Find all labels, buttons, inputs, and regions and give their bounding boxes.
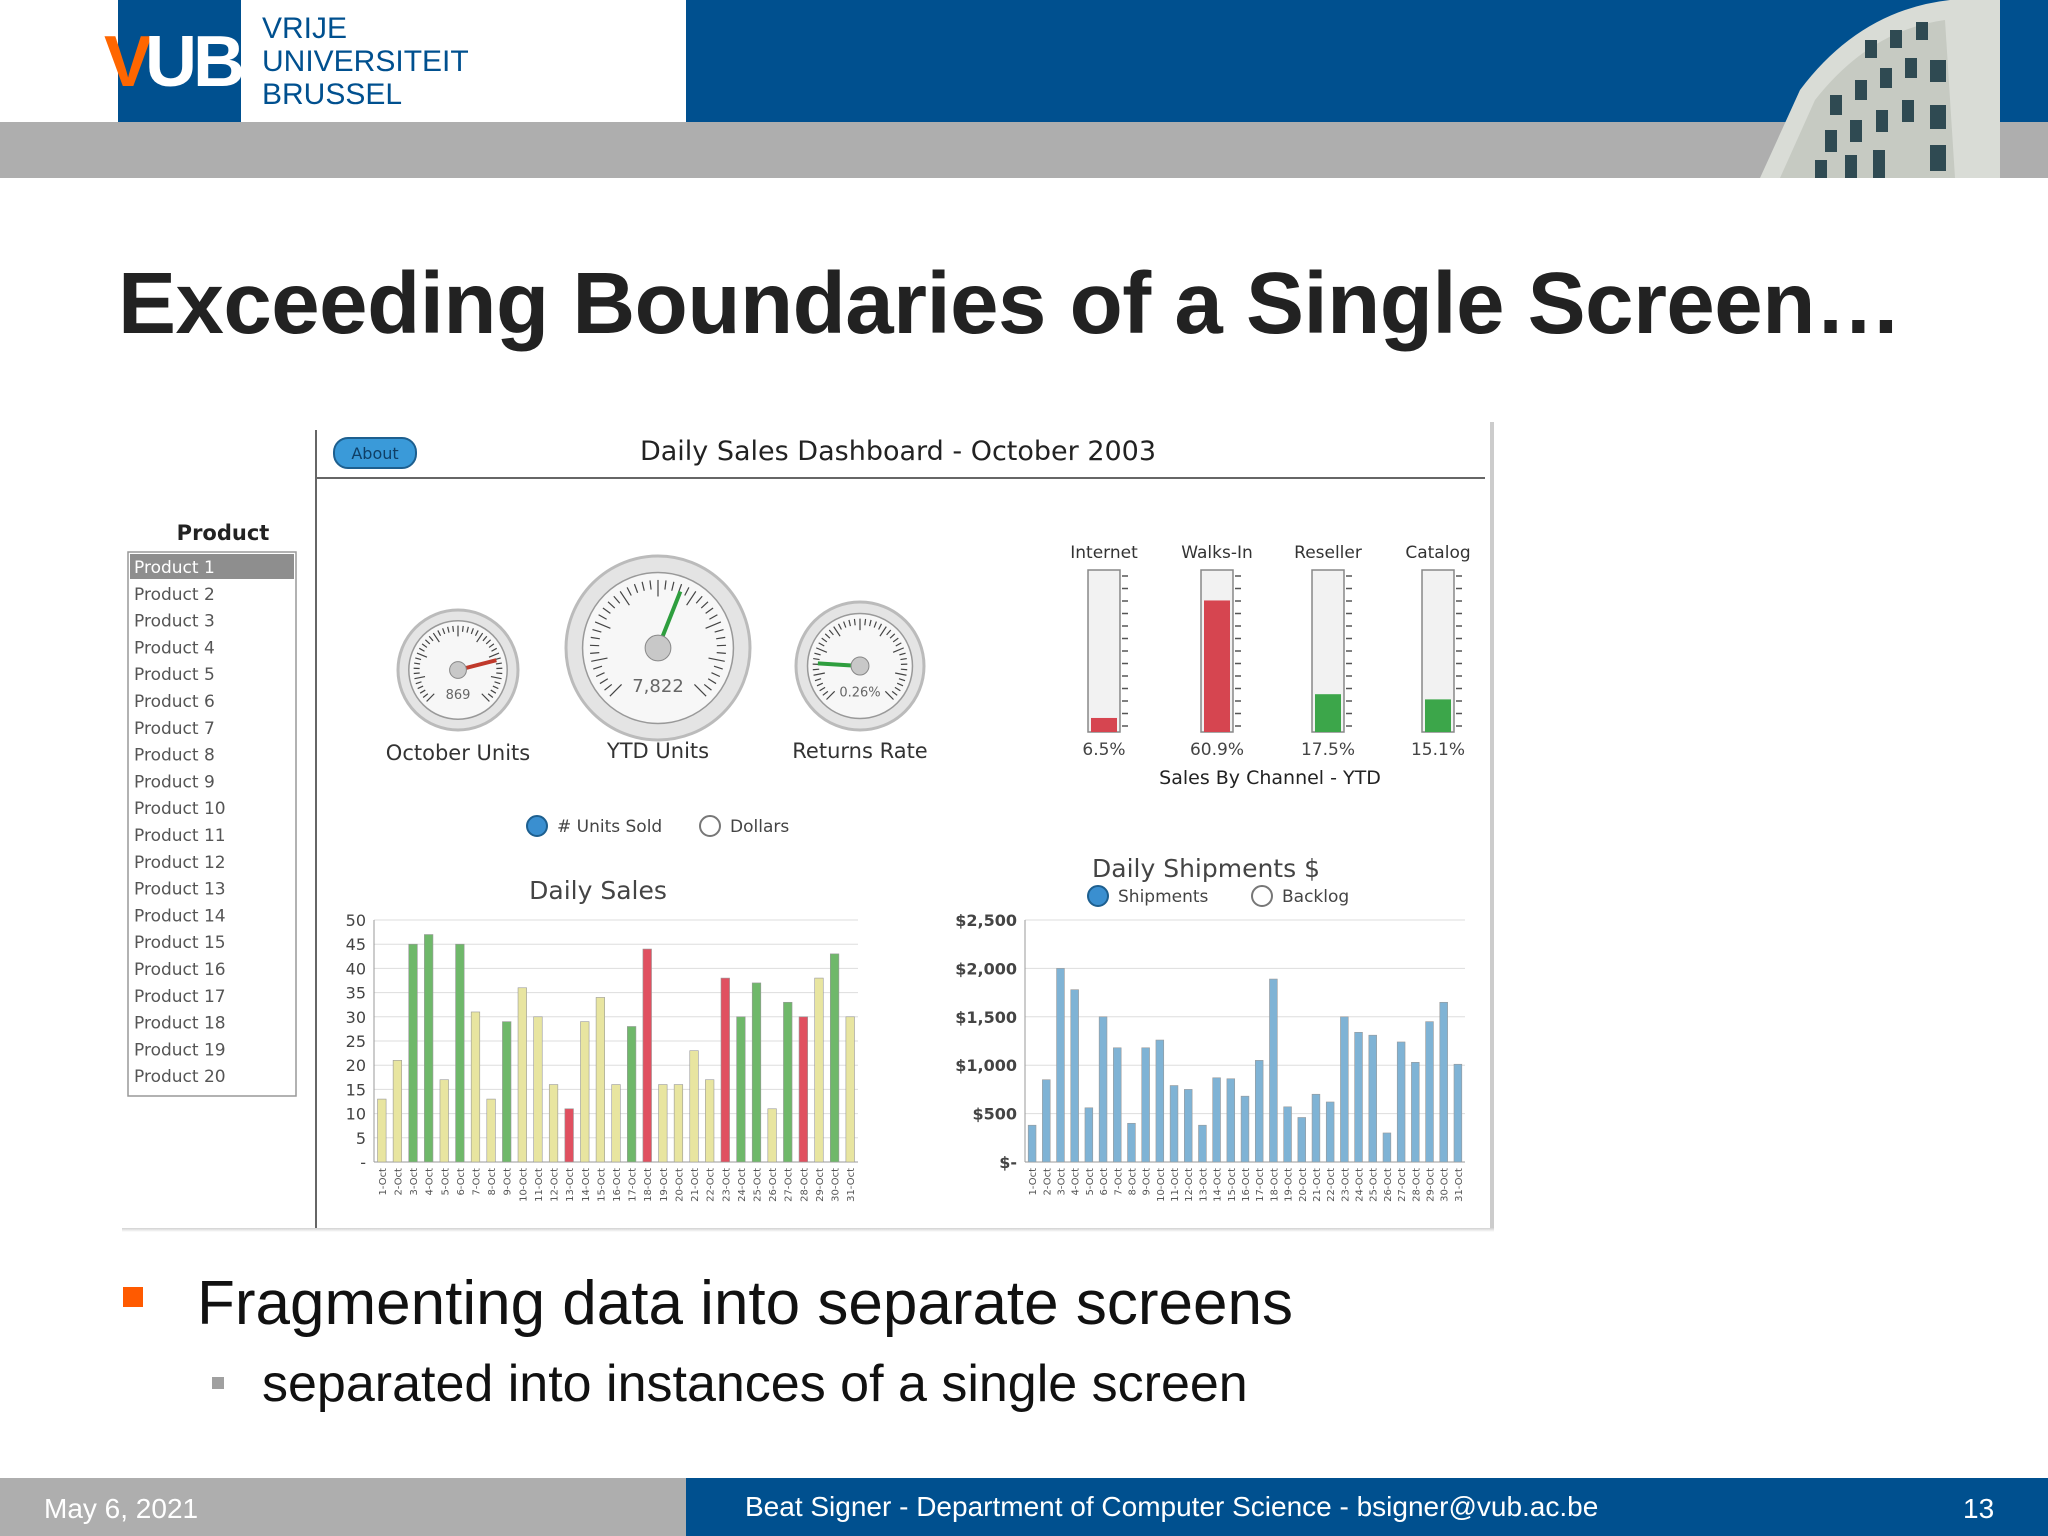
bar: [1411, 1062, 1419, 1162]
x-tick-label: 3-Oct: [1056, 1168, 1068, 1196]
x-tick-label: 30-Oct: [1439, 1168, 1451, 1202]
bar: [1113, 1048, 1121, 1162]
radio-backlog-label: Backlog: [1282, 887, 1350, 907]
bar: [502, 1022, 511, 1162]
chart-title: Daily Shipments $: [1092, 854, 1320, 883]
bar: [1397, 1042, 1405, 1162]
bar: [409, 944, 418, 1162]
product-item-label: Product 17: [134, 986, 226, 1007]
product-item[interactable]: [134, 880, 226, 900]
gauge-label: Returns Rate: [792, 739, 928, 763]
x-tick-label: 13-Oct: [565, 1168, 577, 1202]
bar: [846, 1017, 855, 1162]
gauge-tick: [463, 626, 464, 632]
x-tick-label: 26-Oct: [1382, 1168, 1394, 1202]
about-button[interactable]: [334, 438, 416, 468]
x-tick-label: 16-Oct: [612, 1168, 623, 1202]
product-item[interactable]: [134, 799, 226, 819]
bar: [1156, 1040, 1164, 1162]
product-item[interactable]: [134, 585, 215, 605]
x-tick-label: 7-Oct: [471, 1168, 483, 1196]
x-tick-label: 25-Oct: [752, 1168, 764, 1202]
slide-title: Exceeding Boundaries of a Single Screen…: [118, 255, 1902, 352]
product-item-label: Product 7: [134, 718, 215, 739]
bar: [705, 1080, 714, 1162]
product-item[interactable]: [134, 1040, 226, 1060]
bar: [393, 1060, 402, 1162]
footer-date: May 6, 2021: [44, 1493, 199, 1524]
channel-name: Catalog: [1405, 543, 1471, 563]
bar: [721, 978, 730, 1162]
bar: [1269, 979, 1277, 1162]
y-tick-label: 35: [345, 983, 366, 1003]
gauge-value: 869: [445, 687, 471, 703]
x-tick-label: 22-Oct: [705, 1168, 717, 1202]
x-tick-label: 15-Oct: [596, 1168, 608, 1202]
logo-mark-ub: UB: [145, 22, 241, 102]
y-tick-label: 5: [355, 1128, 366, 1148]
x-tick-label: 10-Oct: [1155, 1168, 1167, 1202]
gauge-tick: [453, 626, 454, 632]
channel-tube: [1088, 570, 1120, 732]
bar: [1241, 1096, 1249, 1162]
bar: [1184, 1089, 1192, 1162]
bar: [518, 988, 527, 1162]
x-tick-label: 27-Oct: [1397, 1168, 1409, 1202]
x-tick-label: 24-Oct: [1354, 1168, 1366, 1202]
product-item-label: Product 20: [134, 1067, 226, 1088]
x-tick-label: 11-Oct: [533, 1168, 545, 1202]
product-item[interactable]: [130, 554, 294, 579]
y-tick-label: 45: [345, 935, 366, 955]
bar: [1369, 1035, 1377, 1162]
x-tick-label: 4-Oct: [1070, 1168, 1082, 1196]
logo-mark-v: V: [104, 22, 147, 102]
x-tick-label: 3-Oct: [409, 1168, 421, 1196]
bar: [830, 954, 839, 1162]
x-tick-label: 12-Oct: [1184, 1168, 1196, 1202]
page-number: 13: [1963, 1493, 1995, 1524]
bar: [1213, 1078, 1221, 1162]
product-item-label: Product 5: [134, 665, 215, 686]
gauge-tick: [717, 653, 726, 654]
bar: [1042, 1080, 1050, 1162]
bar: [456, 944, 465, 1162]
radio-shipments[interactable]: [1088, 886, 1209, 907]
product-item-label: Product 2: [134, 584, 215, 605]
x-tick-label: 10-Oct: [518, 1168, 530, 1202]
x-tick-label: 23-Oct: [721, 1168, 733, 1202]
radio-shipments-label: Shipments: [1118, 887, 1209, 907]
x-tick-label: 8-Oct: [487, 1168, 499, 1196]
y-tick-label: 25: [345, 1032, 366, 1051]
x-tick-label: 4-Oct: [424, 1168, 436, 1196]
daily-shipments-chart: [955, 854, 1465, 1202]
x-tick-label: 28-Oct: [799, 1168, 811, 1202]
product-item[interactable]: [134, 746, 215, 766]
product-item-label: Product 1: [134, 558, 215, 578]
channels-title: Sales By Channel - YTD: [1159, 767, 1381, 789]
x-tick-label: 25-Oct: [1368, 1168, 1380, 1202]
university-name-line-2: UNIVERSITEIT: [262, 45, 469, 78]
channel-value: 60.9%: [1189, 740, 1245, 760]
product-item-label: Product 14: [134, 906, 226, 927]
x-tick-label: 19-Oct: [1283, 1168, 1295, 1202]
dashboard-screenshot: [120, 422, 1495, 1228]
bar: [1326, 1102, 1334, 1162]
x-tick-label: 6-Oct: [455, 1168, 467, 1196]
x-tick-label: 11-Oct: [1170, 1168, 1182, 1202]
x-tick-label: 9-Oct: [502, 1168, 514, 1196]
bar: [674, 1085, 683, 1162]
channel-fill: [1091, 718, 1117, 732]
bar: [1199, 1125, 1207, 1162]
bar: [627, 1026, 636, 1162]
x-tick-label: 16-Oct: [1241, 1168, 1252, 1202]
bar: [783, 1002, 792, 1162]
bar: [1426, 1022, 1434, 1162]
daily-sales-chart: [346, 876, 858, 1202]
y-tick-label: $2,000: [955, 959, 1017, 979]
bar: [768, 1109, 777, 1162]
gauge: [792, 602, 927, 763]
y-tick-label: 10: [345, 1104, 366, 1124]
bar: [1355, 1032, 1363, 1162]
y-tick-label: $-: [999, 1153, 1017, 1172]
bar: [534, 1017, 543, 1162]
channel-name: Internet: [1070, 543, 1138, 563]
y-tick-label: 15: [345, 1080, 366, 1100]
bar: [1099, 1017, 1107, 1162]
x-tick-label: 17-Oct: [627, 1168, 639, 1202]
product-item-label: Product 16: [134, 960, 226, 980]
x-tick-label: 6-Oct: [1099, 1168, 1111, 1196]
channel-value: 15.1%: [1410, 740, 1466, 760]
product-item-label: Product 13: [134, 879, 226, 900]
product-item-label: Product 12: [134, 852, 226, 873]
x-tick-label: 29-Oct: [1425, 1168, 1437, 1202]
x-tick-label: 17-Oct: [1255, 1168, 1267, 1202]
gauge-tick: [854, 619, 855, 625]
bar: [1057, 968, 1065, 1162]
channel-value: 6.5%: [1082, 740, 1126, 760]
gauge-tick: [865, 619, 866, 625]
x-tick-label: 31-Oct: [846, 1168, 858, 1202]
x-tick-label: 21-Oct: [690, 1168, 702, 1202]
gauge-tick: [901, 669, 907, 670]
bar: [549, 1085, 558, 1162]
product-item-label: Product 6: [134, 692, 215, 712]
product-item[interactable]: [134, 719, 215, 739]
x-tick-label: 8-Oct: [1127, 1168, 1139, 1196]
y-tick-label: 50: [345, 911, 366, 930]
channel-gauge: [1070, 543, 1138, 760]
footer-author: Beat Signer - Department of Computer Science - bsigner@vub.ac.be: [745, 1491, 1599, 1522]
product-item[interactable]: [134, 692, 215, 712]
bar: [1454, 1064, 1462, 1162]
bar: [565, 1109, 574, 1162]
product-item[interactable]: [134, 665, 215, 685]
channel-fill: [1204, 600, 1230, 732]
x-tick-label: 13-Oct: [1198, 1168, 1210, 1202]
x-tick-label: 5-Oct: [440, 1168, 452, 1196]
product-item[interactable]: [134, 933, 226, 953]
bar: [1085, 1108, 1093, 1162]
channel-name: Reseller: [1294, 543, 1362, 563]
product-item-label: Product 8: [134, 745, 215, 766]
product-item-label: Product 18: [134, 1013, 226, 1034]
product-item[interactable]: [134, 1014, 226, 1034]
x-tick-label: 18-Oct: [643, 1168, 655, 1202]
channel-fill: [1315, 694, 1341, 732]
bar: [440, 1080, 449, 1162]
x-tick-label: 20-Oct: [674, 1168, 686, 1202]
x-tick-label: 28-Oct: [1411, 1168, 1423, 1202]
radio-dollars[interactable]: [700, 816, 789, 837]
y-tick-label: $1,000: [955, 1056, 1017, 1076]
bar: [378, 1099, 387, 1162]
bar: [815, 978, 824, 1162]
product-item[interactable]: [134, 960, 226, 980]
bullet-marker: [123, 1287, 143, 1307]
x-tick-label: 31-Oct: [1453, 1168, 1465, 1202]
product-item-label: Product 3: [134, 611, 215, 632]
gauge: [566, 556, 750, 763]
building-photo: [1740, 0, 2000, 178]
bar: [1028, 1125, 1036, 1162]
bar: [1340, 1017, 1348, 1162]
gauge-tick: [813, 669, 819, 670]
product-item[interactable]: [134, 1067, 226, 1087]
bar: [659, 1085, 668, 1162]
about-button-label: About: [351, 444, 399, 463]
product-item[interactable]: [134, 853, 226, 873]
sub-bullet-marker: [212, 1377, 224, 1389]
bar: [690, 1051, 699, 1162]
x-tick-label: 9-Oct: [1141, 1168, 1153, 1196]
product-item[interactable]: [134, 612, 215, 632]
bar: [1227, 1079, 1235, 1162]
bar: [612, 1085, 621, 1162]
x-tick-label: 19-Oct: [658, 1168, 670, 1202]
sub-bullet-text: separated into instances of a single screen: [262, 1355, 1248, 1413]
university-name-line-3: BRUSSEL: [262, 78, 403, 111]
x-tick-label: 20-Oct: [1297, 1168, 1309, 1202]
product-item-label: Product 4: [134, 638, 215, 659]
product-item-label: Product 11: [134, 826, 226, 846]
channel-gauge: [1181, 543, 1253, 760]
bar: [737, 1017, 746, 1162]
gauge-label: YTD Units: [606, 739, 710, 763]
bar: [1298, 1117, 1306, 1162]
gauge: [386, 610, 530, 765]
bar: [1255, 1060, 1263, 1162]
product-item-label: Product 10: [134, 799, 226, 820]
x-tick-label: 12-Oct: [549, 1168, 561, 1202]
channel-fill: [1425, 699, 1451, 732]
bar: [424, 935, 433, 1162]
y-tick-label: 30: [345, 1007, 366, 1027]
x-tick-label: 27-Oct: [783, 1168, 795, 1202]
y-tick-label: $500: [972, 1104, 1017, 1124]
bar: [471, 1012, 480, 1162]
x-tick-label: 29-Oct: [814, 1168, 826, 1202]
radio-dollars-label: Dollars: [730, 817, 790, 837]
channel-gauge: [1294, 543, 1362, 760]
product-item-label: Product 19: [134, 1040, 226, 1061]
x-tick-label: 7-Oct: [1113, 1168, 1125, 1196]
x-tick-label: 2-Oct: [1042, 1168, 1054, 1196]
y-tick-label: $1,500: [955, 1007, 1017, 1027]
y-tick-label: 20: [345, 1056, 366, 1076]
x-tick-label: 5-Oct: [1084, 1168, 1096, 1196]
gauge-hub: [645, 635, 671, 661]
bar: [752, 983, 761, 1162]
product-item-label: Product 9: [134, 772, 215, 793]
product-item-label: Product 15: [134, 933, 226, 954]
gauge-tick: [590, 653, 599, 654]
product-item[interactable]: [134, 826, 226, 846]
x-tick-label: 15-Oct: [1226, 1168, 1238, 1202]
bar: [1383, 1133, 1391, 1162]
product-item[interactable]: [134, 772, 215, 792]
bar: [799, 1017, 808, 1162]
x-tick-label: 23-Oct: [1340, 1168, 1352, 1202]
channel-value: 17.5%: [1300, 740, 1356, 760]
y-tick-label: -: [360, 1153, 366, 1172]
bar: [643, 949, 652, 1162]
gauge-hub: [450, 662, 467, 679]
bullet-text: Fragmenting data into separate screens: [197, 1269, 1293, 1338]
product-header: Product: [176, 521, 270, 545]
bar: [580, 1022, 589, 1162]
x-tick-label: 30-Oct: [830, 1168, 842, 1202]
radio-backlog[interactable]: [1252, 886, 1349, 907]
bar: [1440, 1002, 1448, 1162]
gauge-label: October Units: [385, 741, 531, 765]
x-tick-label: 21-Oct: [1311, 1168, 1323, 1202]
channel-gauge: [1405, 543, 1470, 760]
gauge-hub: [851, 657, 869, 675]
chart-title: Daily Sales: [529, 876, 667, 905]
x-tick-label: 14-Oct: [580, 1168, 592, 1202]
x-tick-label: 18-Oct: [1269, 1168, 1281, 1202]
x-tick-label: 1-Oct: [377, 1168, 389, 1196]
bar: [1170, 1086, 1178, 1162]
x-tick-label: 14-Oct: [1212, 1168, 1224, 1202]
x-tick-label: 24-Oct: [736, 1168, 748, 1202]
y-tick-label: 40: [345, 959, 366, 979]
bar: [1128, 1123, 1136, 1162]
university-name: [262, 12, 469, 111]
product-item[interactable]: [134, 638, 215, 658]
university-name-line-1: VRIJE: [262, 12, 348, 45]
bar: [487, 1099, 496, 1162]
bar: [596, 997, 605, 1162]
bar: [1312, 1094, 1320, 1162]
bar: [1071, 990, 1079, 1162]
x-tick-label: 22-Oct: [1326, 1168, 1338, 1202]
dashboard-title: Daily Sales Dashboard - October 2003: [639, 436, 1157, 467]
x-tick-label: 26-Oct: [768, 1168, 780, 1202]
x-tick-label: 1-Oct: [1028, 1168, 1040, 1196]
radio-units-sold[interactable]: [527, 816, 662, 837]
bar: [1284, 1107, 1292, 1162]
channel-name: Walks-In: [1181, 543, 1253, 563]
gauge-value: 0.26%: [839, 685, 881, 701]
y-tick-label: $2,500: [955, 911, 1017, 930]
radio-units-sold-label: # Units Sold: [557, 817, 663, 837]
product-item[interactable]: [134, 987, 226, 1007]
gauge-value: 7,822: [632, 676, 684, 698]
product-item[interactable]: [134, 906, 226, 926]
bar: [1142, 1048, 1150, 1162]
x-tick-label: 2-Oct: [393, 1168, 405, 1196]
